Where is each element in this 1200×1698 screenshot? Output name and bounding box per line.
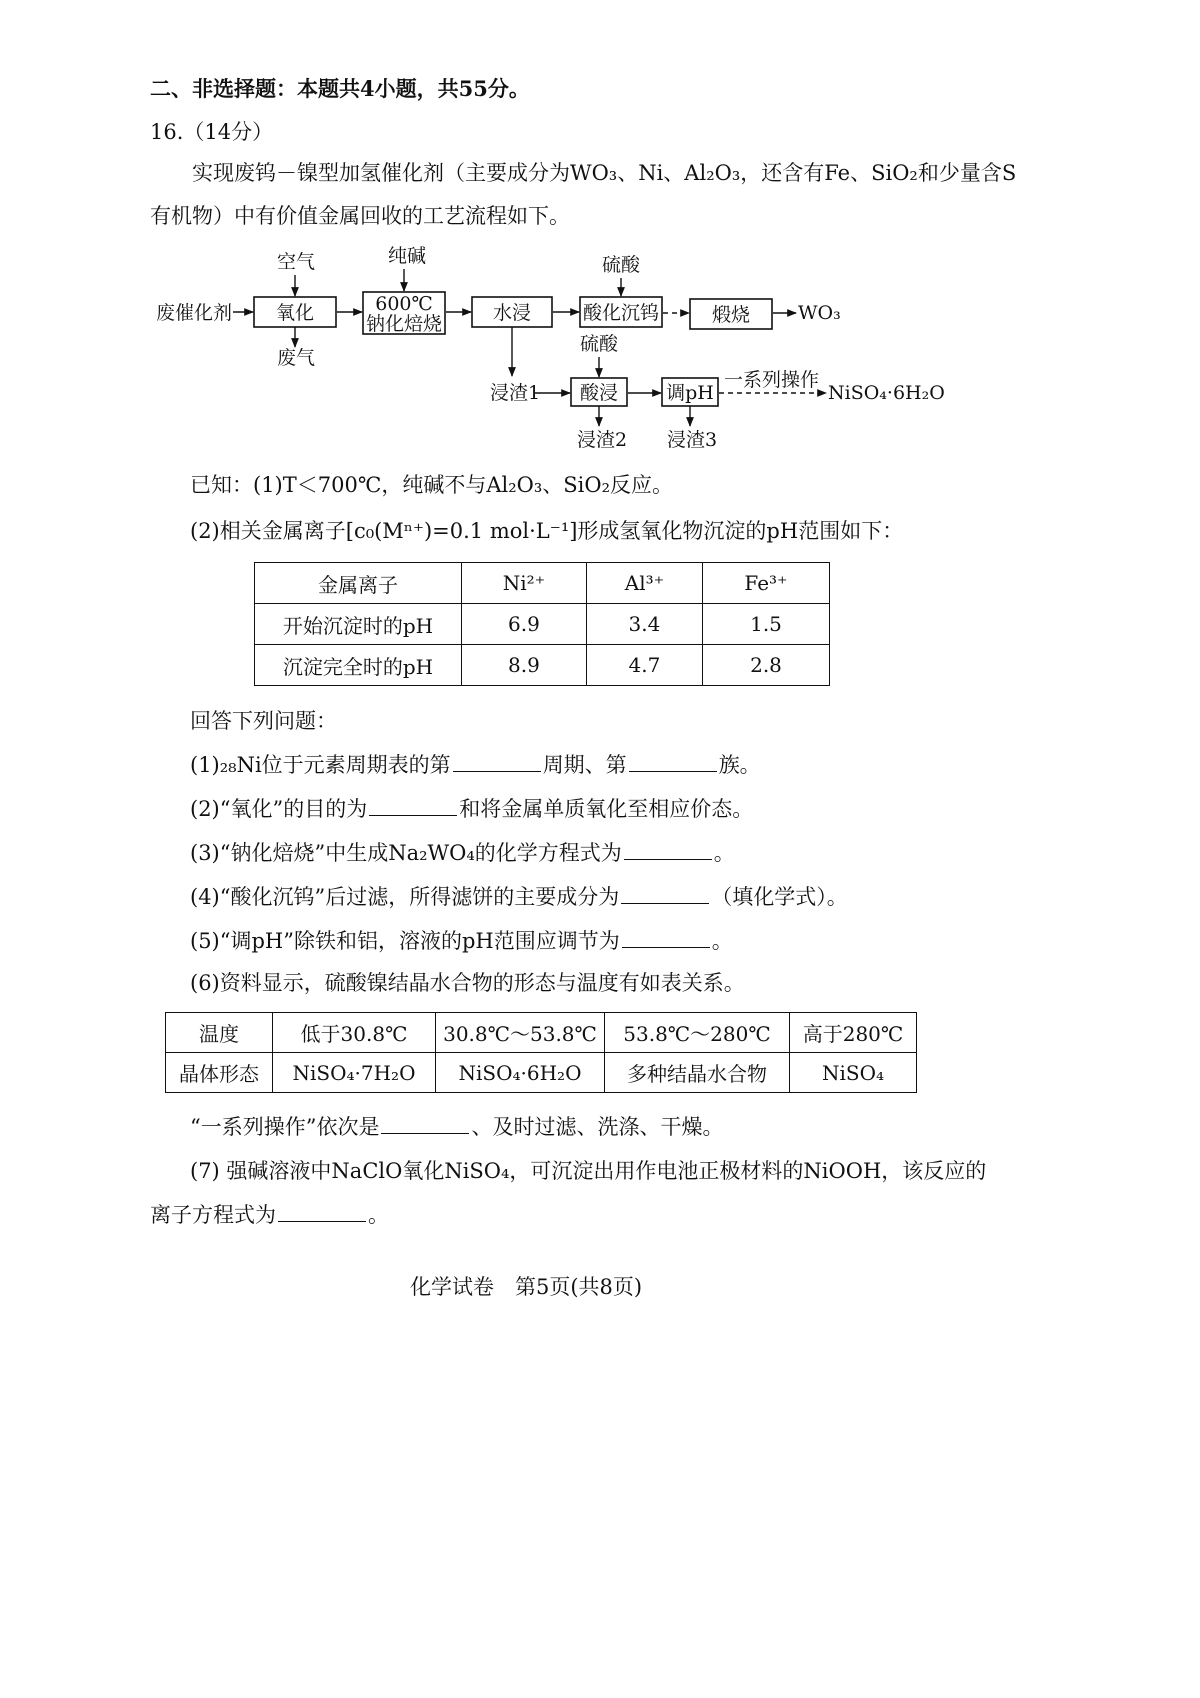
crystal-table-cell: 30.8℃～53.8℃ xyxy=(436,1013,605,1053)
ph-table-cell: 沉淀完全时的pH xyxy=(255,645,462,686)
ph-table-header-cell: Ni²⁺ xyxy=(462,563,587,604)
flow-residue1-label: 浸渣1 xyxy=(490,382,541,404)
question-6-operations xyxy=(190,1112,723,1142)
ph-table-cell: 6.9 xyxy=(462,604,587,645)
crystal-table-cell: NiSO₄·6H₂O xyxy=(436,1053,605,1093)
crystal-table-cell: 高于280℃ xyxy=(790,1013,917,1053)
question-5 xyxy=(190,926,733,956)
question-number: 16.（14分） xyxy=(150,120,274,144)
flow-acid-ppt-text: 酸化沉钨 xyxy=(582,302,660,324)
question-3 xyxy=(190,838,735,868)
question-4-text-b: （填化学式）。 xyxy=(711,885,848,909)
crystal-table-cell: NiSO₄ xyxy=(790,1053,917,1093)
flow-product-label: NiSO₄·6H₂O xyxy=(828,382,945,404)
ph-table-header-cell: 金属离子 xyxy=(255,563,462,604)
table-row xyxy=(255,645,830,686)
flow-adjust-ph-text: 调pH xyxy=(666,382,714,404)
question-6b-text-a: “一系列操作”依次是 xyxy=(190,1115,380,1139)
ph-table-cell: 1.5 xyxy=(703,604,830,645)
ph-table-cell: 8.9 xyxy=(462,645,587,686)
ph-table-header-row xyxy=(255,563,830,604)
answer-prompt: 回答下列问题： xyxy=(190,709,337,733)
flow-exhaust-label: 废气 xyxy=(277,347,316,369)
question-5-text-b: 。 xyxy=(711,929,733,953)
crystal-table-cell: 温度 xyxy=(166,1013,273,1053)
answer-blank[interactable] xyxy=(622,929,710,948)
question-6b-text-b: 、及时过滤、洗涤、干燥。 xyxy=(471,1115,724,1139)
question-7-line-1: (7) 强碱溶液中NaClO氧化NiSO₄，可沉淀出用作电池正极材料的NiOOH，该反应的 xyxy=(190,1159,987,1183)
crystal-form-table xyxy=(165,1012,917,1093)
answer-blank[interactable] xyxy=(624,841,712,860)
question-1-text-c: 族。 xyxy=(718,753,761,777)
section-heading: 二、非选择题：本题共4小题，共55分。 xyxy=(150,76,530,101)
flow-acid2-label: 硫酸 xyxy=(580,333,619,355)
table-row xyxy=(166,1053,917,1093)
flow-oxidize-text: 氧化 xyxy=(275,302,315,324)
question-2 xyxy=(190,794,753,824)
crystal-table-cell: 53.8℃～280℃ xyxy=(605,1013,790,1053)
flow-wo3-label: WO₃ xyxy=(798,302,841,324)
known-condition-1: 已知：(1)T＜700℃，纯碱不与Al₂O₃、SiO₂反应。 xyxy=(190,473,673,497)
crystal-table-cell: NiSO₄·7H₂O xyxy=(273,1053,436,1093)
question-4 xyxy=(190,882,848,912)
page-footer: 化学试卷 第5页(共8页) xyxy=(410,1275,643,1299)
flow-acid1-label: 硫酸 xyxy=(602,254,641,276)
question-5-text-a: (5)“调pH”除铁和铝，溶液的pH范围应调节为 xyxy=(190,929,620,953)
flow-roast-temp-text: 600℃ xyxy=(375,293,433,315)
question-3-text-a: (3)“钠化焙烧”中生成Na₂WO₄的化学方程式为 xyxy=(190,841,622,865)
answer-blank[interactable] xyxy=(369,797,457,816)
question-2-text-a: (2)“氧化”的目的为 xyxy=(190,797,368,821)
intro-line-2: 有机物）中有价值金属回收的工艺流程如下。 xyxy=(150,204,570,228)
question-1-text-a: (1)₂₈Ni位于元素周期表的第 xyxy=(190,753,451,777)
ph-table-header-cell: Fe³⁺ xyxy=(703,563,830,604)
table-row xyxy=(255,604,830,645)
question-7-text-b: 离子方程式为 xyxy=(150,1203,276,1227)
flow-soda-label: 纯碱 xyxy=(388,245,427,267)
process-flow-diagram xyxy=(0,0,1200,470)
answer-blank[interactable] xyxy=(621,885,709,904)
question-1 xyxy=(190,750,761,780)
ph-table-cell: 2.8 xyxy=(703,645,830,686)
question-3-text-b: 。 xyxy=(713,841,735,865)
ph-table-cell: 开始沉淀时的pH xyxy=(255,604,462,645)
intro-line-1: 实现废钨－镍型加氢催化剂（主要成分为WO₃、Ni、Al₂O₃，还含有Fe、SiO₂和少量含S xyxy=(192,161,1017,185)
flow-water-leach-text: 水浸 xyxy=(492,302,532,324)
question-7-line-2 xyxy=(150,1200,389,1230)
ph-range-table xyxy=(254,562,830,686)
flow-acid-leach-text: 酸浸 xyxy=(579,382,619,404)
question-6: (6)资料显示，硫酸镍结晶水合物的形态与温度有如表关系。 xyxy=(190,971,745,995)
crystal-table-cell: 多种结晶水合物 xyxy=(605,1053,790,1093)
flow-residue2-label: 浸渣2 xyxy=(577,429,628,451)
ph-table-cell: 3.4 xyxy=(586,604,702,645)
flow-residue3-label: 浸渣3 xyxy=(667,429,718,451)
crystal-table-cell: 低于30.8℃ xyxy=(273,1013,436,1053)
question-7-text-c: 。 xyxy=(368,1203,389,1227)
question-1-text-b: 周期、第 xyxy=(542,753,627,777)
flow-input-label: 废催化剂 xyxy=(156,302,233,324)
answer-blank[interactable] xyxy=(629,753,717,772)
ph-table-cell: 4.7 xyxy=(586,645,702,686)
answer-blank[interactable] xyxy=(278,1203,366,1222)
known-condition-2: (2)相关金属离子[c₀(Mⁿ⁺)=0.1 mol·L⁻¹]形成氢氧化物沉淀的pH范围如下： xyxy=(190,519,904,543)
ph-table-header-cell: Al³⁺ xyxy=(586,563,702,604)
crystal-table-cell: 晶体形态 xyxy=(166,1053,273,1093)
flow-air-label: 空气 xyxy=(277,251,316,273)
question-4-text-a: (4)“酸化沉钨”后过滤，所得滤饼的主要成分为 xyxy=(190,885,620,909)
table-row xyxy=(166,1013,917,1053)
question-2-text-b: 和将金属单质氧化至相应价态。 xyxy=(459,797,754,821)
answer-blank[interactable] xyxy=(453,753,541,772)
answer-blank[interactable] xyxy=(381,1115,469,1134)
flow-roast-text: 钠化焙烧 xyxy=(365,313,443,335)
flow-calcine-text: 煅烧 xyxy=(711,304,751,326)
flow-series-ops-label: 一系列操作 xyxy=(724,369,820,391)
